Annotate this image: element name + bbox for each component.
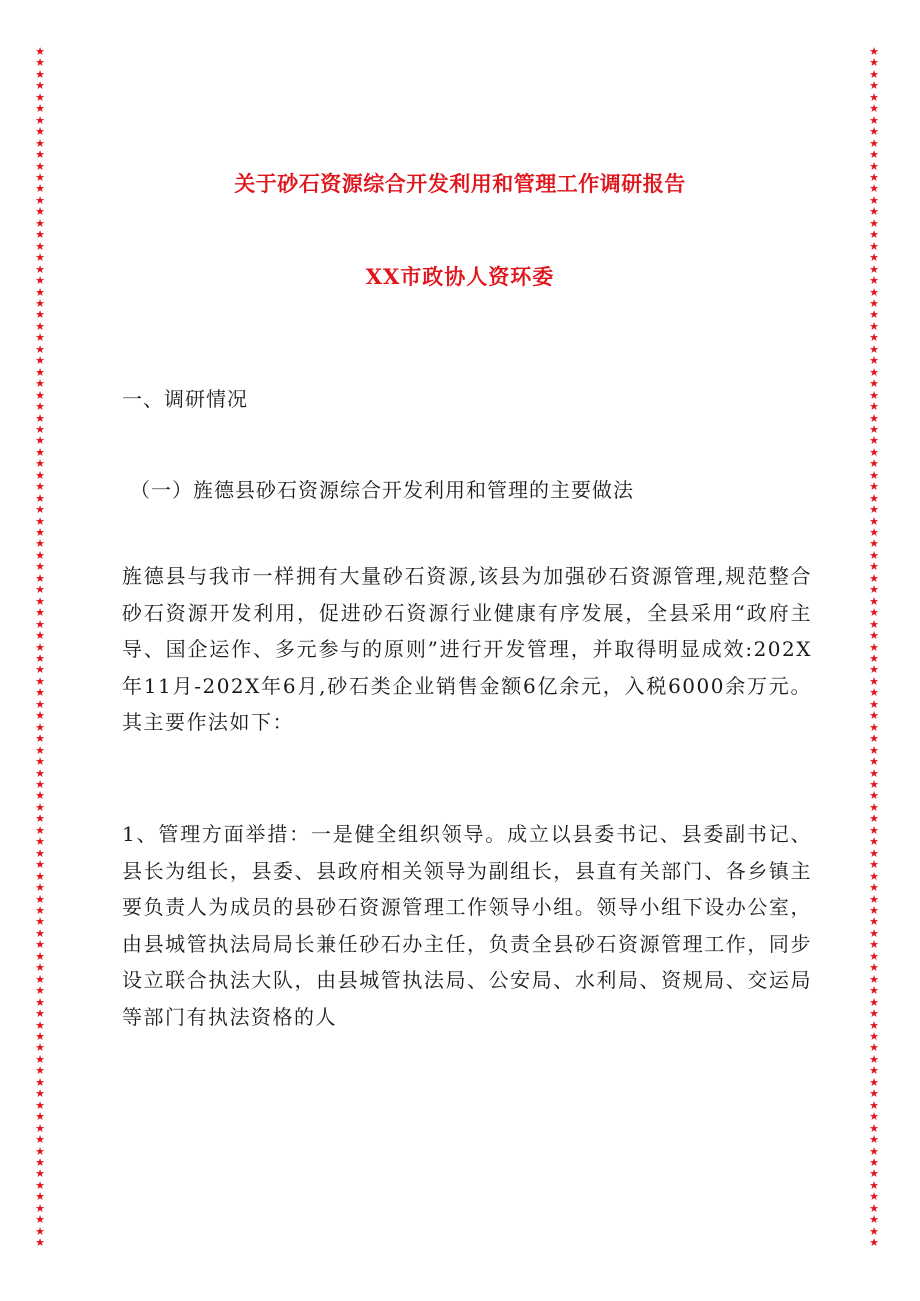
section-heading: 一、调研情况 xyxy=(122,387,248,411)
document-author: XX市政协人资环委 xyxy=(365,264,555,289)
document-title: 关于砂石资源综合开发利用和管理工作调研报告 xyxy=(234,171,686,196)
body-paragraph-2: 1、管理方面举措：一是健全组织领导。成立以县委书记、县委副书记、县长为组长，县委、县政府相关领导为副组长，县直有关部门、各乡镇主要负责人为成员的县砂石资源管理工作领导小组。领导小组下设办公室，由县城管执法局局长兼任砂石办主任，负责全县砂石资源管理工作，同步设立联合执法大队，由县城管执法局、公安局、水利局、资规局、交运局等部门有执法资格的人 xyxy=(122,822,812,1029)
body-paragraph-1: 旌德县与我市一样拥有大量砂石资源,该县为加强砂石资源管理,规范整合砂石资源开发利用，促进砂石资源行业健康有序发展，全县采用“政府主导、国企运作、多元参与的原则”进行开发管理，并取得明显成效:202X年11月-202X年6月,砂石类企业销售金额6亿余元，入税6000余万元。其主要作法如下： xyxy=(122,564,812,734)
subsection-heading: （一）旌德县砂石资源综合开发利用和管理的主要做法 xyxy=(130,478,634,502)
star-border-left: ★ ★ ★ ★ ★ ★ ★ ★ ★ ★ ★ ★ ★ ★ ★ ★ ★ ★ ★ ★ ★ ★ ★ ★ ★ ★ ★ ★ ★ ★ ★ ★ ★ ★ ★ ★ ★ ★ ★ ★ ★ ★ ★ ★ ★ ★ ★ ★ ★ ★ ★ ★ ★ ★ ★ ★ ★ ★ ★ ★ ★ ★ ★ ★ ★ ★ ★ ★ ★ ★ ★ ★ ★ ★ ★ ★ ★ ★ ★ ★ ★ ★ ★ ★ ★ ★ ★ ★ ★ ★ ★ ★ ★ ★ ★ ★ ★ ★ ★ ★ ★ ★ ★ ★ ★ xyxy=(35,46,45,1250)
star-border-right: ★ ★ ★ ★ ★ ★ ★ ★ ★ ★ ★ ★ ★ ★ ★ ★ ★ ★ ★ ★ ★ ★ ★ ★ ★ ★ ★ ★ ★ ★ ★ ★ ★ ★ ★ ★ ★ ★ ★ ★ ★ ★ ★ ★ ★ ★ ★ ★ ★ ★ ★ ★ ★ ★ ★ ★ ★ ★ ★ ★ ★ ★ ★ ★ ★ ★ ★ ★ ★ ★ ★ ★ ★ ★ ★ ★ ★ ★ ★ ★ ★ ★ ★ ★ ★ ★ ★ ★ ★ ★ ★ ★ ★ ★ ★ ★ ★ ★ ★ ★ ★ ★ ★ ★ ★ xyxy=(869,46,879,1250)
